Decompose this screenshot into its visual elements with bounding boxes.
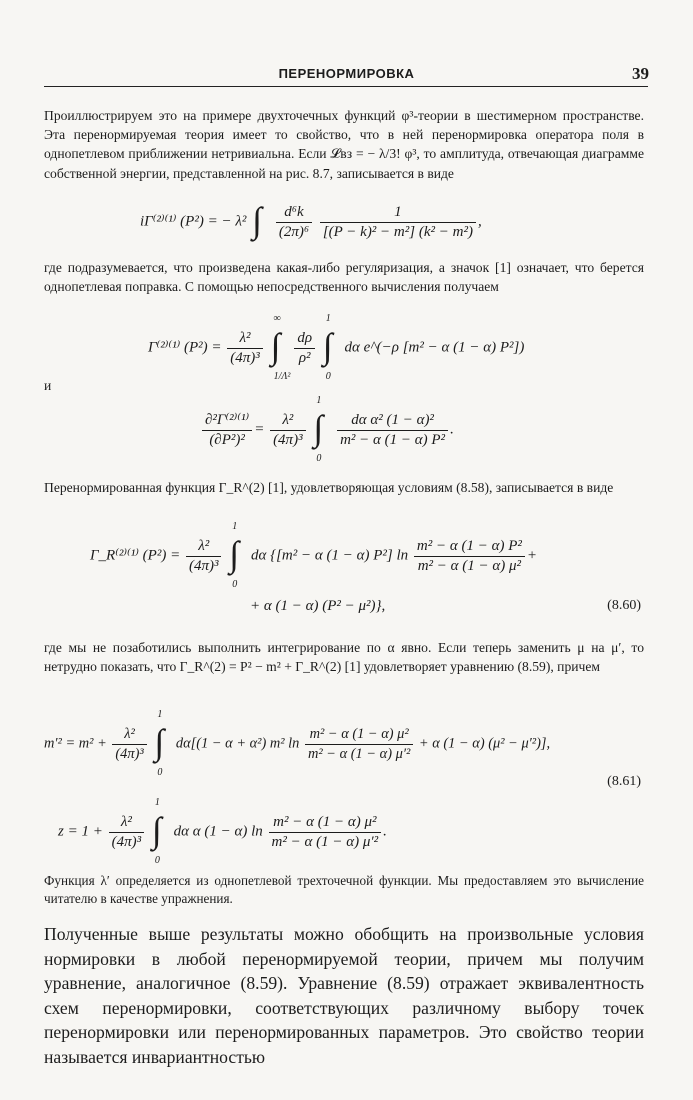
- eq3-lhs-den: (∂P²)²: [202, 430, 252, 450]
- eq6-log-den: m² − α (1 − α) μ′²: [269, 832, 382, 852]
- eq6-int-lower: 0: [154, 855, 160, 866]
- eq6-int-upper: 1: [154, 797, 160, 808]
- paragraph-mu-change: где мы не позаботились выполнить интегрирование по α явно. Если теперь заменить μ на μ′, то нетрудно показать, что Γ_R^(2) = P² − m² + Γ_R^(2) [1] удовлетворяет уравнению (8.59), причем: [44, 640, 644, 675]
- eq2-coefficient: [227, 329, 263, 368]
- eq5-int-lower: 0: [157, 767, 163, 778]
- paragraph-regularization: где подразумевается, что произведена какая-либо регуляризация, а значок [1] означает, что берется однопетлевая поправка. С помощью непосредственного вычисления получаем: [44, 260, 644, 295]
- eq4-coef-num: λ²: [198, 537, 210, 554]
- eq3-lhs-fraction: [202, 411, 252, 450]
- equation-8-60: Γ_R⁽²⁾⁽¹⁾ (P²) = $\frac{\text{λ²}}{\text{(4π)³}}$ 1 ∫ 0 dα {[m² − α (1 − α) P²] ln $\frac{\text{m² − α (1 − α) P²}}{\text{m² − α (1 − α) μ²}}$ +: [90, 534, 537, 578]
- eq2-coef-num: λ²: [239, 329, 251, 346]
- eq5-log-num: m² − α (1 − α) μ²: [309, 725, 409, 742]
- eq2-frac-num: dρ: [297, 329, 313, 346]
- eq5-int-upper: 1: [157, 709, 163, 720]
- eq3-coefficient: [270, 411, 306, 450]
- equation-gamma-one-loop: [148, 313, 525, 382]
- eq2-lhs: Γ⁽²⁾⁽¹⁾ (P²) =: [148, 339, 222, 356]
- equation-number-8-60: (8.60): [607, 598, 641, 613]
- eq1-lhs: iΓ⁽²⁾⁽¹⁾ (P²) = − λ²: [140, 213, 247, 230]
- eq2-int2-upper: 1: [325, 313, 331, 324]
- eq2-int1-lower: 1/Λ²: [273, 371, 291, 382]
- paragraph-generalization: Полученные выше результаты можно обобщить на произвольные условия нормировки в любой перенормируемой теории, причем мы получим уравнение, аналогичное (8.59). Уравнение (8.59) отражает эквивалентность схем перенормировки, соответствующих различному выбору точек перенормировки или перенормированных параметров. Это свойство теории называется инвариантностью: [44, 924, 644, 1067]
- paragraph-intro: Проиллюстрируем это на примере двухточечных функций φ³-теории в шестимерном пространстве. Эта перенормируемая теория имеет то свойство, что в ней перенормировка оператора поля в однопетлевом приближении нетривиальна. Если 𝓛вз = − λ/3! φ³, то амплитуда, отвечающая диаграмме собственной энергии, представленной на рис. 8.7, записывается в виде: [44, 108, 644, 181]
- paragraph-renormalized: Перенормированная функция Γ_R^(2) [1], удовлетворяющая условиям (8.58), записывается в виде: [44, 480, 614, 495]
- eq6-coefficient: [109, 813, 145, 852]
- eq6-coef-num: λ²: [120, 813, 132, 830]
- eq6-log-num: m² − α (1 − α) μ²: [273, 813, 377, 830]
- eq4-body: dα {[m² − α (1 − α) P²] ln: [250, 547, 409, 564]
- page-number: 39: [632, 64, 649, 83]
- eq3-coef-den: (4π)³: [270, 430, 306, 450]
- integral-sign: ∫: [252, 200, 262, 240]
- eq5-coef-num: λ²: [124, 725, 135, 742]
- eq3-integrand-fraction: [337, 411, 448, 450]
- integral-sign-alpha: 1 ∫ 0: [323, 326, 339, 370]
- equation-8-60-line2: + α (1 − α) (P² − μ²)},: [250, 598, 386, 614]
- eq5-body: dα[(1 − α + α²) m² ln: [175, 735, 300, 752]
- eq4-log-fraction: [414, 537, 525, 576]
- equation-8-61-z: z = 1 + $\frac{\text{λ²}}{\text{(4π)³}}$ 1 ∫ 0 dα α (1 − α) ln $\frac{\text{m² − α (1 − α) μ²}}{\text{m² − α (1 − α) μ′²}}$ .: [58, 810, 387, 854]
- eq3-frac-num: dα α² (1 − α)²: [351, 411, 434, 428]
- equation-number-8-61: (8.61): [607, 774, 641, 789]
- running-head: [0, 64, 693, 86]
- eq1-measure-num: d⁶k: [284, 203, 304, 220]
- integral-sign-alpha-5: 1 ∫ 0: [152, 810, 168, 854]
- eq4-coefficient: [186, 537, 222, 576]
- eq6-log-fraction: [269, 813, 382, 852]
- integral-sign-alpha-2: 1 ∫ 0: [313, 408, 329, 452]
- eq4-int-upper: 1: [232, 521, 238, 532]
- eq3-int-lower: 0: [316, 453, 322, 464]
- eq1-propagator-fraction: [320, 203, 476, 242]
- equation-self-energy: iΓ⁽²⁾⁽¹⁾ (P²) = − λ² ∫ $\frac{\text{d⁶k}}{\text{(2π)⁶}}$ $\frac{1}{\text{[(P − k)² − m²] (k² − m²)}}$ ,: [140, 200, 482, 244]
- eq2-rho-fraction: [294, 329, 315, 368]
- paragraph-and: и: [44, 378, 52, 393]
- eq3-coef-num: λ²: [282, 411, 294, 428]
- eq3-int-upper: 1: [316, 395, 322, 406]
- eq5-log-fraction: [305, 725, 413, 764]
- eq3-lhs-num: ∂²Γ⁽²⁾⁽¹⁾: [205, 411, 250, 428]
- eq6-lhs: z = 1 +: [58, 823, 103, 840]
- eq1-measure-fraction: [276, 203, 312, 242]
- running-title: ПЕРЕНОРМИРОВКА: [278, 66, 415, 81]
- integral-sign-alpha-3: 1 ∫ 0: [229, 534, 245, 578]
- eq5-coefficient: [112, 725, 146, 764]
- eq3-frac-den: m² − α (1 − α) P²: [337, 430, 448, 450]
- eq5-tail: + α (1 − α) (μ² − μ′²)],: [418, 735, 551, 752]
- eq2-frac-den: ρ²: [294, 348, 315, 368]
- paragraph-exercise: Функция λ′ определяется из однопетлевой трехточечной функции. Мы предоставляем это вычисление читателю в качестве упражнения.: [44, 873, 644, 906]
- eq4-log-den: m² − α (1 − α) μ²: [414, 556, 525, 576]
- eq6-body: dα α (1 − α) ln: [173, 823, 263, 840]
- eq4-int-lower: 0: [232, 579, 238, 590]
- eq1-propagator-den: [(P − k)² − m²] (k² − m²): [320, 222, 476, 242]
- equation-8-61-mass: [44, 709, 551, 778]
- eq2-int2-lower: 0: [325, 371, 331, 382]
- eq2-coef-den: (4π)³: [227, 348, 263, 368]
- eq2-integrand: dα e^(−ρ [m² − α (1 − α) P²]): [344, 339, 525, 356]
- eq5-log-den: m² − α (1 − α) μ′²: [305, 744, 413, 764]
- eq4-coef-den: (4π)³: [186, 556, 222, 576]
- eq1-propagator-num: 1: [394, 203, 402, 220]
- header-rule: [44, 86, 648, 87]
- integral-sign-rho: ∞ ∫ 1/Λ²: [271, 326, 287, 370]
- equation-second-derivative: $\frac{\text{∂²Γ⁽²⁾⁽¹⁾}}{\text{(∂P²)²}}$ = $\frac{\text{λ²}}{\text{(4π)³}}$ 1 ∫ 0 $\frac{\text{dα α² (1 − α)²}}{\text{m² − α (1 − α) P²}}$ .: [200, 408, 454, 452]
- eq6-coef-den: (4π)³: [109, 832, 145, 852]
- eq2-int1-upper: ∞: [273, 313, 281, 324]
- eq1-measure-den: (2π)⁶: [276, 222, 312, 242]
- eq4-lhs: Γ_R⁽²⁾⁽¹⁾ (P²) =: [90, 547, 181, 564]
- eq5-lhs: m′² = m² +: [44, 735, 107, 752]
- integral-sign-alpha-4: 1 ∫ 0: [154, 722, 170, 766]
- eq4-log-num: m² − α (1 − α) P²: [416, 537, 522, 554]
- eq5-coef-den: (4π)³: [112, 744, 146, 764]
